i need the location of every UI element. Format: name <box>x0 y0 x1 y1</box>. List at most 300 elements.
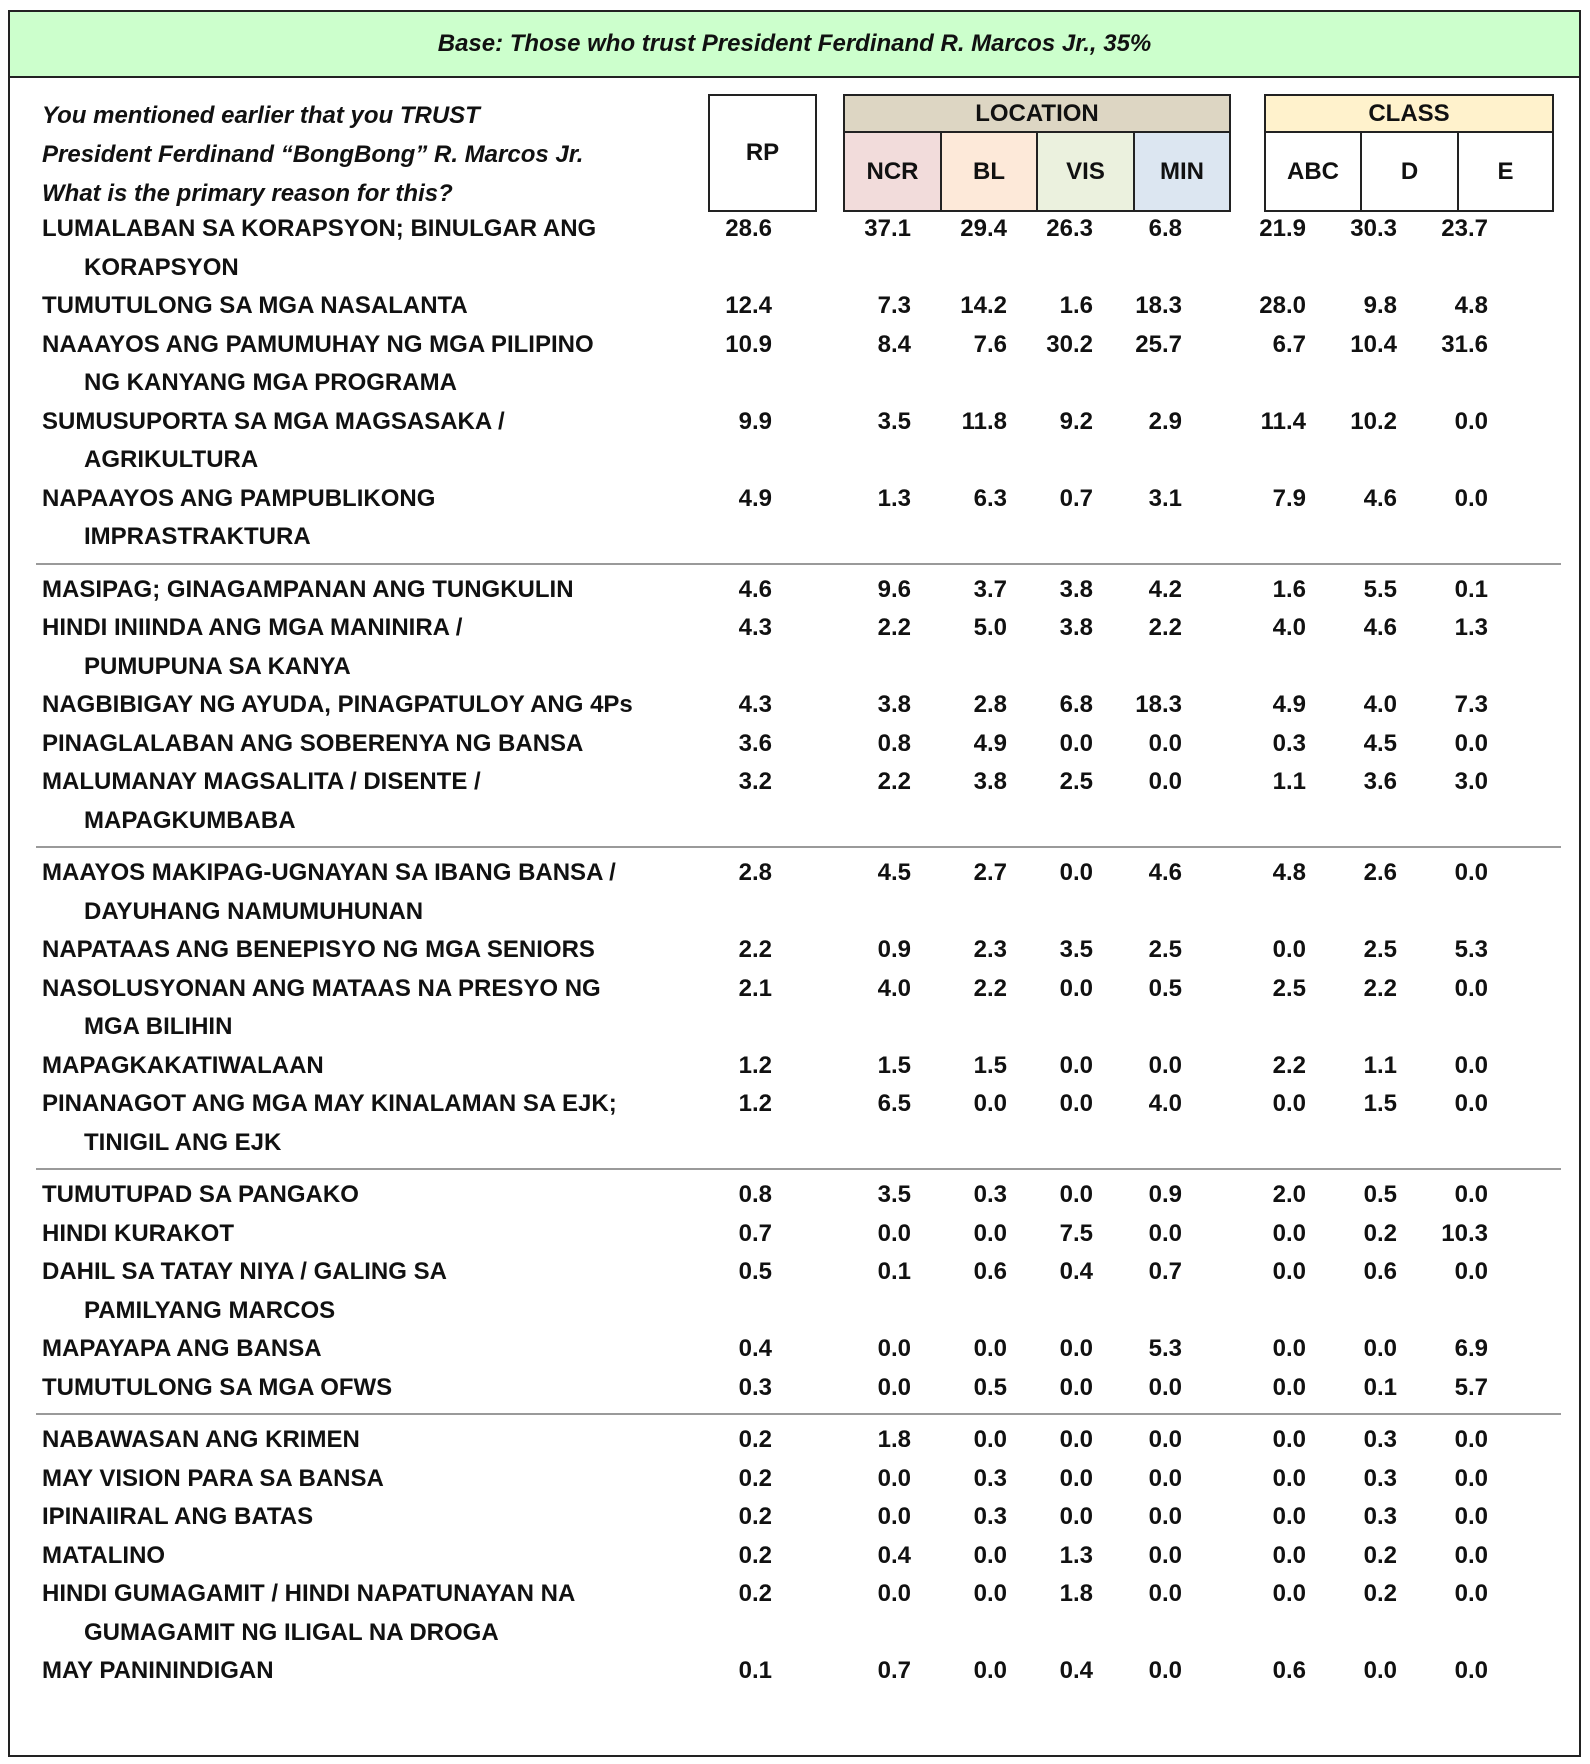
value-ncr: 1.8 <box>877 1426 911 1453</box>
value-abc: 0.0 <box>1272 1090 1306 1117</box>
row-label-continuation: AGRIKULTURA <box>84 446 259 473</box>
table-row <box>10 1085 1579 1162</box>
table-row <box>10 970 1579 1047</box>
value-rp: 0.5 <box>738 1258 772 1285</box>
row-label-line: TUMUTUPAD SA PANGAKO <box>42 1181 359 1208</box>
value-e: 1.3 <box>1454 614 1488 641</box>
value-e: 0.0 <box>1454 1051 1488 1079</box>
group-separator <box>36 1413 1561 1415</box>
row-label-line: LUMALABAN SA KORAPSYON; BINULGAR ANG <box>42 215 597 242</box>
value-d: 5.5 <box>1363 575 1397 603</box>
value-min: 4.2 <box>1148 575 1182 603</box>
value-vis: 0.0 <box>1059 729 1093 757</box>
value-vis: 6.8 <box>1059 691 1093 718</box>
value-d: 0.1 <box>1363 1373 1397 1401</box>
value-rp: 28.6 <box>725 215 772 242</box>
value-min: 4.6 <box>1148 859 1182 886</box>
row-label <box>42 1421 722 1460</box>
value-vis: 0.0 <box>1059 1051 1093 1079</box>
row-label <box>42 1652 722 1691</box>
value-bl: 0.5 <box>973 1373 1007 1401</box>
group-separator <box>36 563 1561 565</box>
table-row <box>10 1369 1579 1408</box>
value-rp: 0.2 <box>738 1503 772 1530</box>
value-d: 0.0 <box>1363 1335 1397 1362</box>
row-label <box>42 1215 722 1254</box>
value-bl: 7.6 <box>973 330 1007 358</box>
value-e: 5.3 <box>1454 936 1488 963</box>
row-label-line: HINDI KURAKOT <box>42 1219 234 1247</box>
value-e: 0.0 <box>1454 1090 1488 1117</box>
row-label-continuation: TINIGIL ANG EJK <box>84 1128 282 1156</box>
table-row <box>10 763 1579 840</box>
table-row <box>10 609 1579 686</box>
value-e: 0.0 <box>1454 1580 1488 1607</box>
row-label-line: MASIPAG; GINAGAMPANAN ANG TUNGKULIN <box>42 575 574 603</box>
row-label-line: NAGBIBIGAY NG AYUDA, PINAGPATULOY ANG 4Ps <box>42 691 633 718</box>
value-min: 0.0 <box>1148 1657 1182 1684</box>
value-bl: 14.2 <box>960 292 1007 319</box>
value-ncr: 0.8 <box>877 729 911 757</box>
value-ncr: 2.2 <box>877 768 911 795</box>
value-ncr: 1.3 <box>877 484 911 512</box>
value-min: 0.0 <box>1148 768 1182 795</box>
table-row <box>10 1575 1579 1652</box>
value-vis: 9.2 <box>1059 407 1093 435</box>
value-bl: 0.3 <box>973 1503 1007 1530</box>
table-row <box>10 1498 1579 1537</box>
row-label-line: MAPAGKAKATIWALAAN <box>42 1051 324 1079</box>
header-e: E <box>1497 157 1514 185</box>
value-abc: 2.0 <box>1272 1181 1306 1208</box>
row-label-line: PINANAGOT ANG MGA MAY KINALAMAN SA EJK; <box>42 1090 617 1117</box>
value-min: 5.3 <box>1148 1335 1182 1362</box>
row-label <box>42 1575 722 1652</box>
value-vis: 0.4 <box>1059 1258 1093 1285</box>
value-vis: 0.7 <box>1059 484 1093 512</box>
value-vis: 0.0 <box>1059 1503 1093 1530</box>
value-abc: 4.8 <box>1272 859 1306 886</box>
value-min: 18.3 <box>1135 691 1182 718</box>
header-d: D <box>1362 133 1459 210</box>
header-abc: ABC <box>1266 133 1362 210</box>
value-rp: 2.2 <box>738 936 772 963</box>
value-rp: 0.2 <box>738 1580 772 1607</box>
row-label-line: IPINAIIRAL ANG BATAS <box>42 1503 314 1530</box>
value-abc: 0.0 <box>1272 1426 1306 1453</box>
row-label-line: NAPAAYOS ANG PAMPUBLIKONG <box>42 484 436 512</box>
row-label-continuation: MAPAGKUMBABA <box>84 806 296 834</box>
value-vis: 0.0 <box>1059 1373 1093 1401</box>
header-rp: RP <box>708 94 817 212</box>
value-vis: 3.8 <box>1059 614 1093 641</box>
value-abc: 0.0 <box>1272 936 1306 963</box>
value-e: 6.9 <box>1454 1335 1488 1362</box>
row-label <box>42 403 722 480</box>
value-ncr: 0.0 <box>877 1219 911 1247</box>
value-rp: 0.7 <box>738 1219 772 1247</box>
row-label <box>42 763 722 840</box>
value-abc: 1.6 <box>1272 575 1306 603</box>
row-label-line: PINAGLALABAN ANG SOBERENYA NG BANSA <box>42 729 584 757</box>
value-ncr: 8.4 <box>877 330 911 358</box>
value-rp: 0.2 <box>738 1541 772 1569</box>
value-abc: 6.7 <box>1272 330 1306 358</box>
value-abc: 11.4 <box>1260 407 1306 435</box>
value-e: 0.0 <box>1454 729 1488 757</box>
header-bl: BL <box>942 133 1038 210</box>
value-vis: 0.0 <box>1059 1426 1093 1453</box>
value-bl: 29.4 <box>960 215 1007 242</box>
row-label-line: HINDI GUMAGAMIT / HINDI NAPATUNAYAN NA <box>42 1580 576 1607</box>
value-bl: 5.0 <box>973 614 1007 641</box>
header-vis: VIS <box>1038 133 1135 210</box>
value-rp: 1.2 <box>738 1051 772 1079</box>
value-abc: 2.5 <box>1272 974 1306 1002</box>
row-label <box>42 1330 722 1369</box>
value-rp: 4.9 <box>738 484 772 512</box>
value-abc: 0.0 <box>1272 1373 1306 1401</box>
table-row <box>10 1421 1579 1460</box>
header-class: CLASS <box>1266 96 1552 133</box>
value-min: 2.5 <box>1148 936 1182 963</box>
value-abc: 0.3 <box>1272 729 1306 757</box>
location-group <box>843 94 1231 212</box>
class-group <box>1264 94 1554 212</box>
value-min: 0.0 <box>1148 1373 1182 1401</box>
row-label-continuation: GUMAGAMIT NG ILIGAL NA DROGA <box>84 1618 499 1646</box>
value-e: 3.0 <box>1454 768 1488 795</box>
value-e: 7.3 <box>1454 691 1488 718</box>
value-bl: 0.0 <box>973 1657 1007 1684</box>
value-vis: 0.0 <box>1059 1335 1093 1362</box>
value-abc: 0.0 <box>1272 1580 1306 1607</box>
table-row <box>10 287 1579 326</box>
value-min: 0.0 <box>1148 1426 1182 1453</box>
row-label <box>42 571 722 610</box>
row-label-continuation: MGA BILIHIN <box>84 1013 233 1040</box>
value-d: 3.6 <box>1363 768 1397 795</box>
value-e: 0.0 <box>1454 407 1488 435</box>
value-ncr: 3.5 <box>877 407 911 435</box>
row-label-continuation: NG KANYANG MGA PROGRAMA <box>84 369 457 396</box>
row-label-continuation: IMPRASTRAKTURA <box>84 523 311 550</box>
value-e: 0.0 <box>1454 1181 1488 1208</box>
value-e: 0.0 <box>1454 1258 1488 1285</box>
value-d: 10.4 <box>1350 330 1397 358</box>
value-d: 4.6 <box>1363 614 1397 641</box>
value-min: 0.0 <box>1148 1219 1182 1247</box>
value-min: 0.0 <box>1148 1051 1182 1079</box>
row-label <box>42 725 722 764</box>
row-label-continuation: KORAPSYON <box>84 253 239 281</box>
row-label <box>42 931 722 970</box>
value-abc: 4.0 <box>1272 614 1306 641</box>
value-d: 1.1 <box>1363 1051 1397 1079</box>
value-bl: 6.3 <box>973 484 1007 512</box>
value-bl: 1.5 <box>973 1051 1007 1079</box>
table-row <box>10 1330 1579 1369</box>
table-row <box>10 725 1579 764</box>
value-e: 31.6 <box>1441 330 1488 358</box>
value-ncr: 0.0 <box>877 1335 911 1362</box>
value-ncr: 0.0 <box>877 1580 911 1607</box>
row-label <box>42 1537 722 1576</box>
value-ncr: 2.2 <box>877 614 911 641</box>
row-label-line: DAHIL SA TATAY NIYA / GALING SA <box>42 1258 447 1285</box>
table-row <box>10 480 1579 557</box>
value-ncr: 3.8 <box>877 691 911 718</box>
value-vis: 26.3 <box>1046 215 1093 242</box>
value-min: 3.1 <box>1148 484 1182 512</box>
value-d: 2.5 <box>1363 936 1397 963</box>
value-d: 0.2 <box>1363 1219 1397 1247</box>
value-rp: 12.4 <box>725 292 772 319</box>
value-d: 4.5 <box>1363 729 1397 757</box>
row-label <box>42 1253 722 1330</box>
value-vis: 0.0 <box>1059 1464 1093 1492</box>
value-d: 0.3 <box>1363 1503 1397 1530</box>
row-label <box>42 854 722 931</box>
value-vis: 2.5 <box>1059 768 1093 795</box>
value-abc: 0.0 <box>1272 1335 1306 1362</box>
value-min: 2.9 <box>1148 407 1182 435</box>
value-vis: 7.5 <box>1059 1219 1093 1247</box>
value-rp: 0.2 <box>738 1464 772 1492</box>
table-row <box>10 403 1579 480</box>
group-separator <box>36 1168 1561 1170</box>
value-e: 0.0 <box>1454 1426 1488 1453</box>
table-row <box>10 686 1579 725</box>
value-bl: 2.8 <box>973 691 1007 718</box>
header-min: MIN <box>1135 133 1229 210</box>
value-rp: 10.9 <box>725 330 772 358</box>
row-label <box>42 686 722 725</box>
row-label-continuation: PUMUPUNA SA KANYA <box>84 652 351 680</box>
value-vis: 30.2 <box>1046 330 1093 358</box>
question-line-3: What is the primary reason for this? <box>42 180 453 207</box>
row-label <box>42 1369 722 1408</box>
table-row <box>10 1047 1579 1086</box>
value-vis: 0.0 <box>1059 974 1093 1002</box>
value-ncr: 9.6 <box>877 575 911 603</box>
row-label-line: TUMUTULONG SA MGA OFWS <box>42 1373 393 1401</box>
value-abc: 0.0 <box>1272 1258 1306 1285</box>
table-row <box>10 571 1579 610</box>
row-label-line: MAY VISION PARA SA BANSA <box>42 1464 384 1492</box>
row-label <box>42 210 722 287</box>
value-rp: 0.4 <box>738 1335 772 1362</box>
value-rp: 4.3 <box>738 691 772 718</box>
value-ncr: 4.0 <box>877 974 911 1002</box>
value-abc: 4.9 <box>1272 691 1306 718</box>
row-label <box>42 287 722 326</box>
value-e: 0.0 <box>1454 859 1488 886</box>
value-bl: 3.8 <box>973 768 1007 795</box>
value-e: 5.7 <box>1454 1373 1488 1401</box>
value-bl: 2.3 <box>973 936 1007 963</box>
row-label <box>42 1176 722 1215</box>
value-min: 0.9 <box>1148 1181 1182 1208</box>
value-bl: 0.0 <box>973 1335 1007 1362</box>
value-e: 0.0 <box>1454 1503 1488 1530</box>
value-min: 4.0 <box>1148 1090 1182 1117</box>
value-d: 0.2 <box>1363 1580 1397 1607</box>
value-d: 0.5 <box>1363 1181 1397 1208</box>
value-rp: 3.6 <box>738 729 772 757</box>
value-rp: 0.8 <box>738 1181 772 1208</box>
value-abc: 1.1 <box>1272 768 1306 795</box>
value-bl: 0.3 <box>973 1181 1007 1208</box>
value-abc: 2.2 <box>1272 1051 1306 1079</box>
value-ncr: 0.9 <box>877 936 911 963</box>
row-label <box>42 609 722 686</box>
row-label <box>42 1498 722 1537</box>
row-label-line: NAPATAAS ANG BENEPISYO NG MGA SENIORS <box>42 936 595 963</box>
row-label <box>42 480 722 557</box>
value-vis: 0.4 <box>1059 1657 1093 1684</box>
row-label-line: SUMUSUPORTA SA MGA MAGSASAKA / <box>42 407 505 435</box>
value-ncr: 0.0 <box>877 1464 911 1492</box>
value-ncr: 1.5 <box>877 1051 911 1079</box>
row-label <box>42 326 722 403</box>
value-bl: 3.7 <box>973 575 1007 603</box>
value-min: 0.0 <box>1148 1541 1182 1569</box>
value-e: 23.7 <box>1441 215 1488 242</box>
row-label-line: MAPAYAPA ANG BANSA <box>42 1335 322 1362</box>
row-label-line: NAAAYOS ANG PAMUMUHAY NG MGA PILIPINO <box>42 330 594 358</box>
value-bl: 0.0 <box>973 1580 1007 1607</box>
table-row <box>10 931 1579 970</box>
row-label-line: TUMUTULONG SA MGA NASALANTA <box>42 292 468 319</box>
value-e: 0.0 <box>1454 484 1488 512</box>
value-min: 0.0 <box>1148 1580 1182 1607</box>
value-rp: 2.1 <box>738 974 772 1002</box>
row-label-line: MAAYOS MAKIPAG-UGNAYAN SA IBANG BANSA / <box>42 859 616 886</box>
value-abc: 21.9 <box>1259 215 1306 242</box>
value-min: 18.3 <box>1135 292 1182 319</box>
value-e: 4.8 <box>1454 292 1488 319</box>
value-bl: 0.6 <box>973 1258 1007 1285</box>
question-text <box>42 96 682 213</box>
value-min: 2.2 <box>1148 614 1182 641</box>
value-e: 0.0 <box>1454 1541 1488 1569</box>
value-ncr: 4.5 <box>877 859 911 886</box>
header-ncr: NCR <box>845 133 942 210</box>
row-label-line: NASOLUSYONAN ANG MATAAS NA PRESYO NG <box>42 974 601 1002</box>
value-vis: 3.8 <box>1059 575 1093 603</box>
value-rp: 1.2 <box>738 1090 772 1117</box>
value-vis: 0.0 <box>1059 1181 1093 1208</box>
value-ncr: 0.0 <box>877 1373 911 1401</box>
value-min: 0.0 <box>1148 1464 1182 1492</box>
value-d: 4.0 <box>1363 691 1397 718</box>
row-label-line: MAY PANININDIGAN <box>42 1657 274 1684</box>
table-row <box>10 210 1579 287</box>
value-e: 0.0 <box>1454 974 1488 1002</box>
row-label-continuation: PAMILYANG MARCOS <box>84 1296 336 1324</box>
table-row <box>10 1652 1579 1691</box>
value-d: 0.6 <box>1363 1258 1397 1285</box>
value-bl: 4.9 <box>973 729 1007 757</box>
value-vis: 1.3 <box>1059 1541 1093 1569</box>
value-min: 0.5 <box>1148 974 1182 1002</box>
value-e: 0.1 <box>1454 575 1488 603</box>
table-row <box>10 1176 1579 1215</box>
value-ncr: 37.1 <box>864 215 911 242</box>
value-d: 0.3 <box>1363 1464 1397 1492</box>
value-e: 10.3 <box>1441 1219 1488 1247</box>
value-bl: 0.3 <box>973 1464 1007 1492</box>
table-row <box>10 854 1579 931</box>
value-bl: 2.7 <box>973 859 1007 886</box>
value-d: 0.0 <box>1363 1657 1397 1684</box>
value-d: 30.3 <box>1350 215 1397 242</box>
value-min: 0.0 <box>1148 729 1182 757</box>
value-min: 25.7 <box>1135 330 1182 358</box>
value-d: 4.6 <box>1363 484 1397 512</box>
value-d: 10.2 <box>1350 407 1397 435</box>
question-line-1: You mentioned earlier that you TRUST <box>42 102 480 129</box>
value-abc: 0.0 <box>1272 1219 1306 1247</box>
value-abc: 7.9 <box>1272 484 1306 512</box>
row-label <box>42 1085 722 1162</box>
value-vis: 0.0 <box>1059 1090 1093 1117</box>
value-d: 2.6 <box>1363 859 1397 886</box>
value-d: 0.2 <box>1363 1541 1397 1569</box>
row-label-line: MALUMANAY MAGSALITA / DISENTE / <box>42 768 481 795</box>
table-row <box>10 1253 1579 1330</box>
value-abc: 0.0 <box>1272 1503 1306 1530</box>
value-bl: 0.0 <box>973 1090 1007 1117</box>
row-label-line: NABAWASAN ANG KRIMEN <box>42 1426 360 1453</box>
row-label-continuation: DAYUHANG NAMUMUHUNAN <box>84 897 424 925</box>
value-e: 0.0 <box>1454 1464 1488 1492</box>
value-ncr: 0.4 <box>877 1541 911 1569</box>
value-min: 0.7 <box>1148 1258 1182 1285</box>
value-ncr: 0.7 <box>877 1657 911 1684</box>
value-d: 1.5 <box>1363 1090 1397 1117</box>
header-location: LOCATION <box>845 96 1229 133</box>
value-abc: 0.0 <box>1272 1464 1306 1492</box>
value-ncr: 0.0 <box>877 1503 911 1530</box>
value-abc: 28.0 <box>1259 292 1306 319</box>
value-e: 0.0 <box>1454 1657 1488 1684</box>
value-rp: 3.2 <box>738 768 772 795</box>
value-rp: 9.9 <box>738 407 772 435</box>
value-abc: 0.0 <box>1272 1541 1306 1569</box>
value-d: 2.2 <box>1363 974 1397 1002</box>
value-bl: 11.8 <box>961 407 1007 435</box>
row-label <box>42 1460 722 1499</box>
row-label <box>42 970 722 1047</box>
table-frame <box>8 10 1581 1757</box>
table-row <box>10 1460 1579 1499</box>
value-min: 0.0 <box>1148 1503 1182 1530</box>
value-rp: 2.8 <box>738 859 772 886</box>
value-ncr: 6.5 <box>877 1090 911 1117</box>
table-row <box>10 1537 1579 1576</box>
group-separator <box>36 846 1561 848</box>
value-min: 6.8 <box>1148 215 1182 242</box>
value-abc: 0.6 <box>1272 1657 1306 1684</box>
question-line-2: President Ferdinand “BongBong” R. Marcos Jr. <box>42 141 584 168</box>
value-vis: 0.0 <box>1059 859 1093 886</box>
value-rp: 0.2 <box>738 1426 772 1453</box>
value-vis: 1.6 <box>1059 292 1093 319</box>
value-bl: 0.0 <box>973 1541 1007 1569</box>
value-rp: 0.3 <box>738 1373 772 1401</box>
